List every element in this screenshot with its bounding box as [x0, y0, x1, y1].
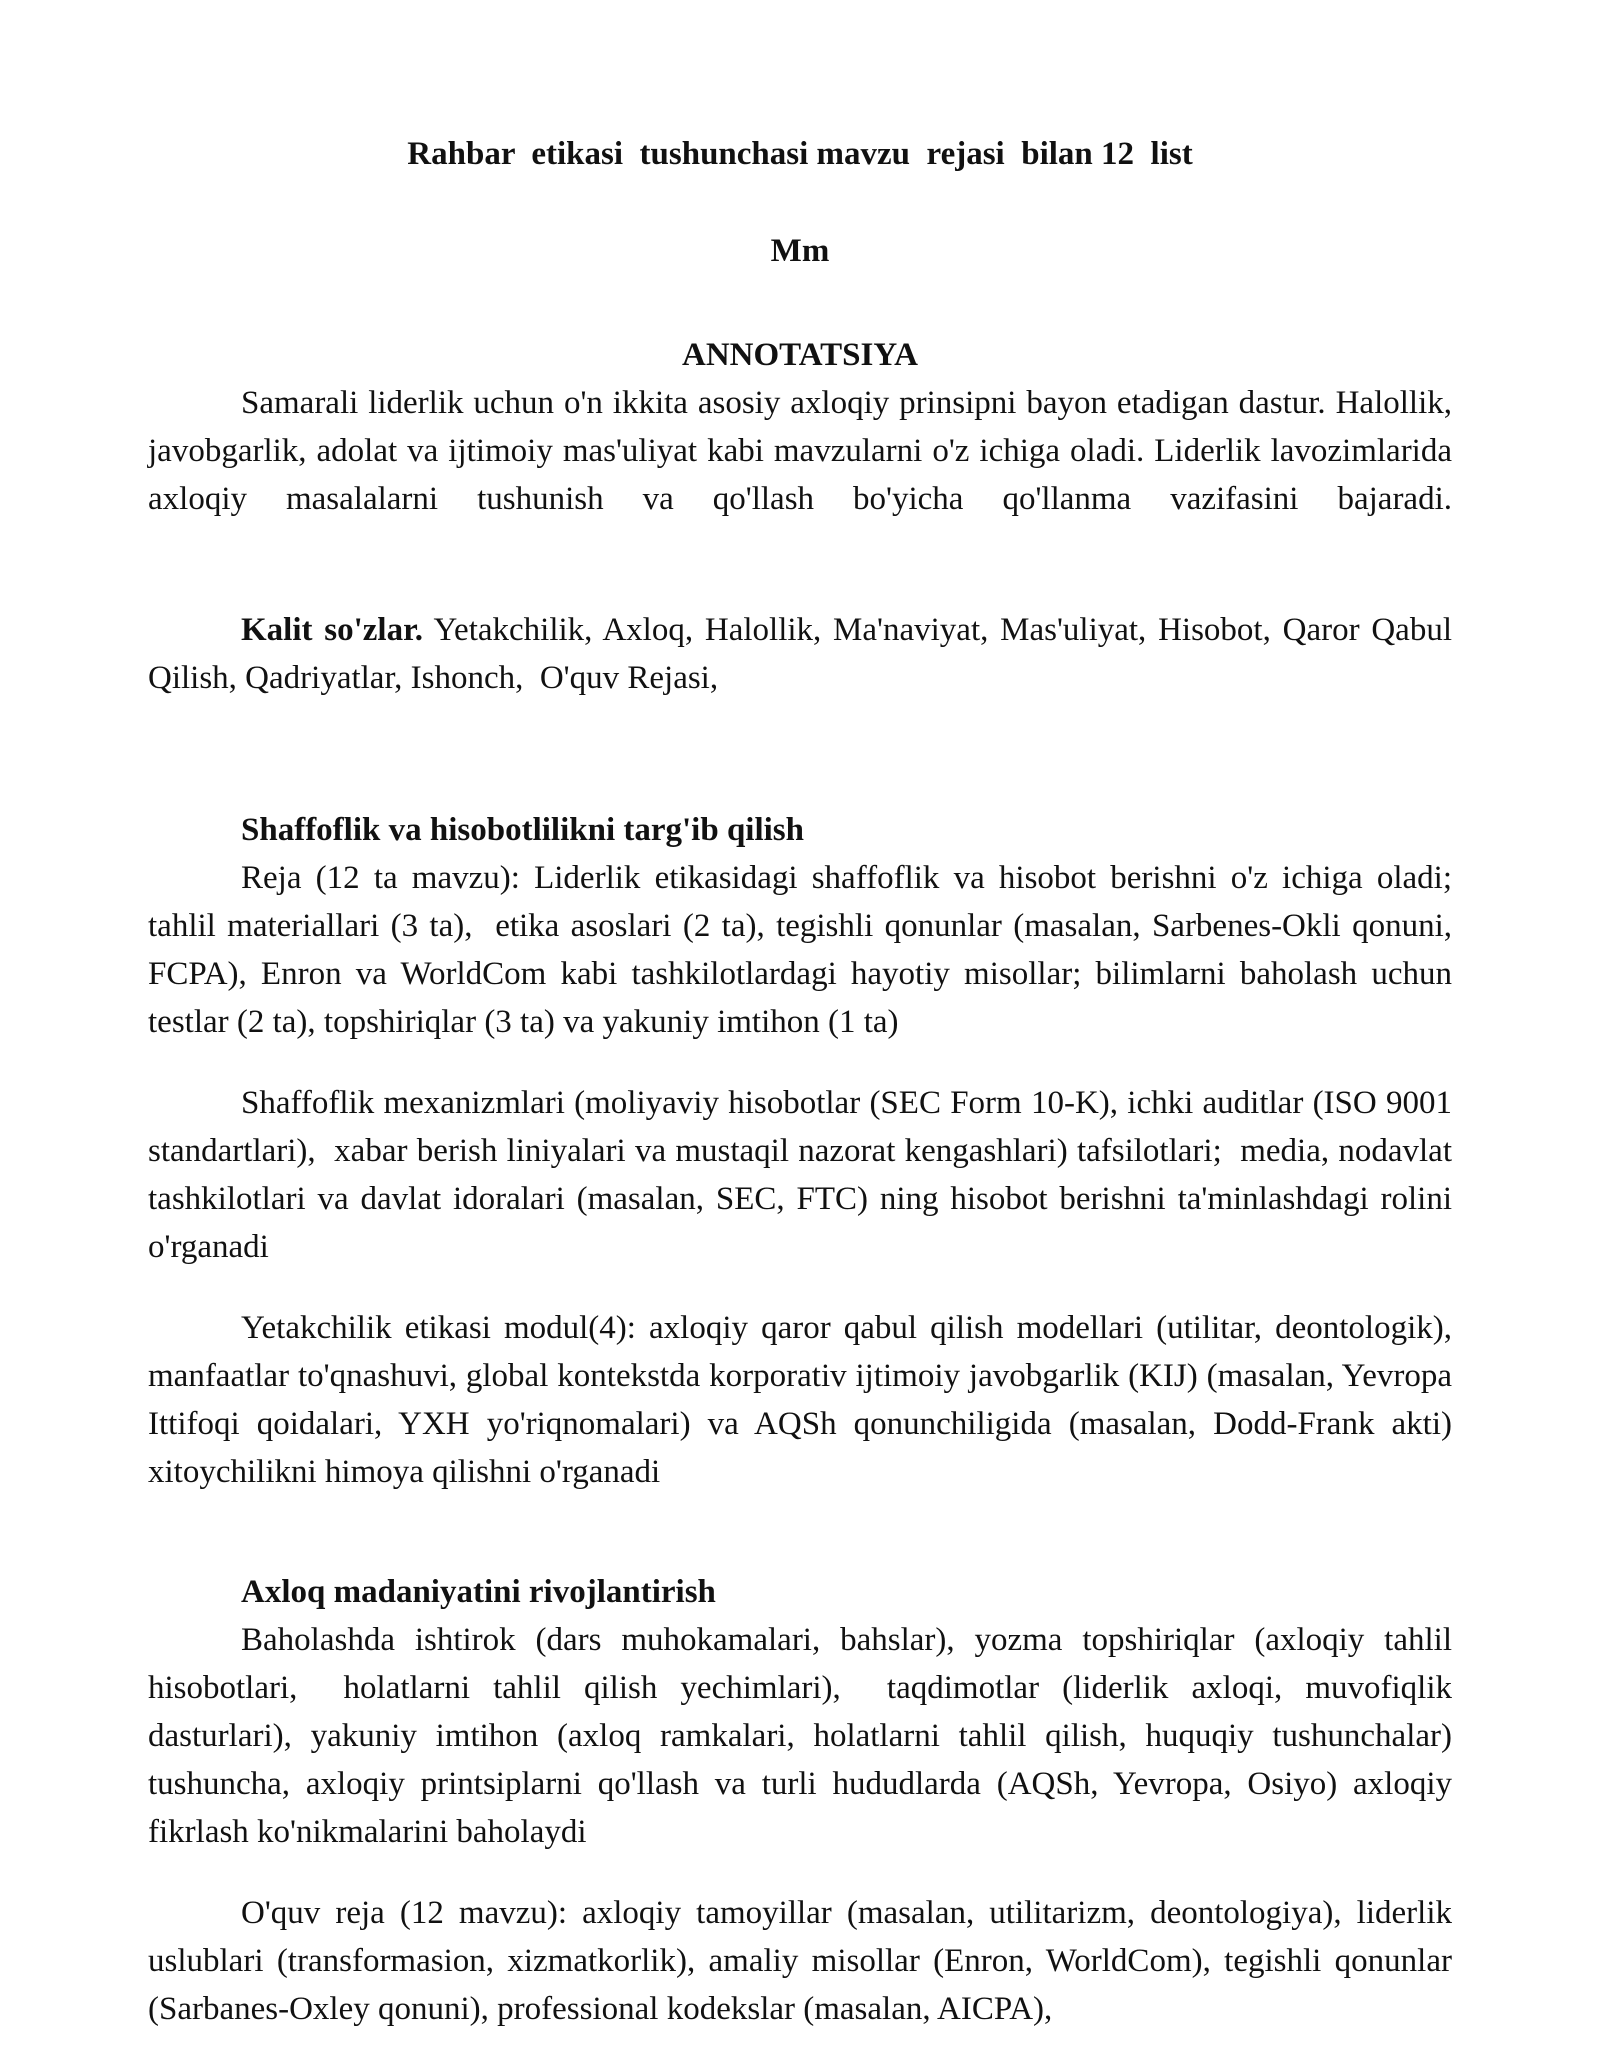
keywords-paragraph: [148, 606, 1461, 702]
keywords-section: [148, 606, 1461, 702]
section-heading: Shaffoflik va hisobotlilikni targ'ib qilish: [241, 812, 804, 848]
section-paragraph: O'quv reja (12 mavzu): axloqiy tamoyillar (masalan, utilitarizm, deontologiya), liderlik uslublari (transformasion, xizmatkorlik), amaliy misollar (Enron, WorldCom), tegishli qonunlar (Sarbanes-Oxley qonuni), professional kodekslar (masalan, AICPA),: [148, 1895, 1461, 2027]
keywords-label: Kalit so'zlar.: [241, 612, 423, 648]
annotation-section: [148, 379, 1461, 523]
section-paragraph: Baholashda ishtirok (dars muhokamalari, bahslar), yozma topshiriqlar (axloqiy tahlil hisobotlari, holatlarni tahlil qilish yechimlari), taqdimotlar (liderlik axloqi, muvofiqlik dasturlari), yakuniy imtihon (axloq ramkalari, holatlarni tahlil qilish, huquqiy tushunchalar) tushuncha, axloqiy printsiplarni qo'llash va turli hududlarda (AQSh, Yevropa, Osiyo) axloqiy fikrlash ko'nikmalarini baholaydi: [148, 1622, 1469, 1850]
section-transparency: [148, 806, 1469, 1496]
document-title: Rahbar etikasi tushunchasi mavzu rejasi bilan 12 list: [407, 136, 1193, 172]
section-paragraph: Shaffoflik mexanizmlari (moliyaviy hisobotlar (SEC Form 10-K), ichki auditlar (ISO 9001 standartlari), xabar berish liniyalari va mustaqil nazorat kengashlari) tafsilotlari; media, nodavlat tashkilotlari va davlat idoralari (masalan, SEC, FTC) ning hisobot berishni ta'minlashdagi rolini o'rganadi: [148, 1085, 1461, 1265]
annotation-paragraph: Samarali liderlik uchun o'n ikkita asosiy axloqiy prinsipni bayon etadigan dastur. Halollik, javobgarlik, adolat va ijtimoiy mas'uliyat kabi mavzularni o'z ichiga oladi. Liderlik lavozimlarida axloqiy masalalarni tushunish va qo'llash bo'yicha qo'llanma vazifasini bajaradi.: [148, 385, 1461, 517]
section-heading: Axloq madaniyatini rivojlantirish: [241, 1574, 716, 1610]
keywords-text: Yetakchilik, Axloq, Halollik, Ma'naviyat, Mas'uliyat, Hisobot, Qaror Qabul Qilish, Qadriyatlar, Ishonch, O'quv Rejasi,: [148, 612, 1461, 696]
annotation-heading: ANNOTATSIYA: [682, 337, 918, 373]
section-paragraph: Reja (12 ta mavzu): Liderlik etikasidagi shaffoflik va hisobot berishni o'z ichiga oladi; tahlil materiallari (3 ta), etika asoslari (2 ta), tegishli qonunlar (masalan, Sarbenes-Okli qonuni, FCPA), Enron va WorldCom kabi tashkilotlardagi hayotiy misollar; bilimlarni baholash uchun testlar (2 ta), topshiriqlar (3 ta) va yakuniy imtihon (1 ta): [148, 860, 1469, 1040]
section-paragraph: Yetakchilik etikasi modul(4): axloqiy qaror qabul qilish modellari (utilitar, deontologik), manfaatlar to'qnashuvi, global kontekstda korporativ ijtimoiy javobgarlik (KIJ) (masalan, Yevropa Ittifoqi qoidalari, YXH yo'riqnomalari) va AQSh qonunchiligida (masalan, Dodd-Frank akti) xitoychilikni himoya qilishni o'rganadi: [148, 1310, 1469, 1490]
document-subtitle: Mm: [770, 233, 830, 269]
section-ethics-culture: [148, 1568, 1469, 2033]
